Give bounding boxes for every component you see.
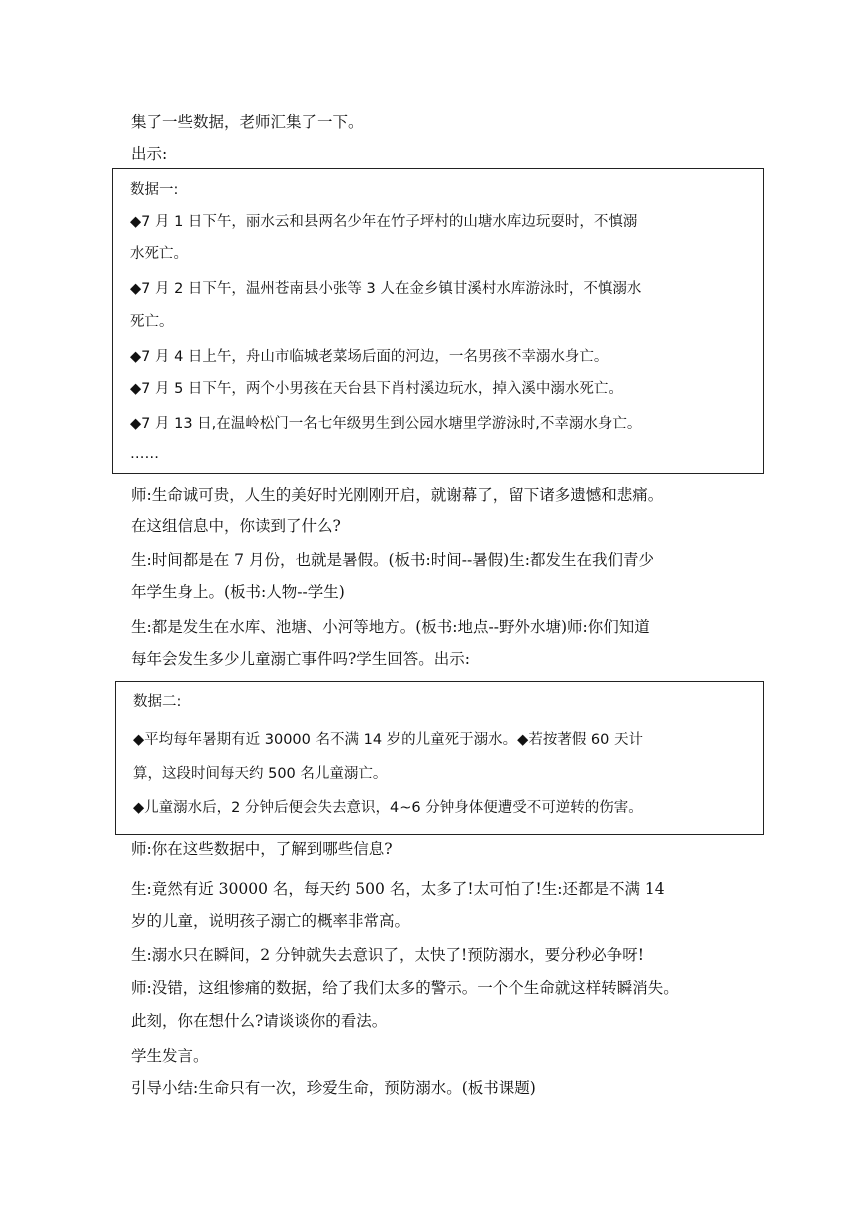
paragraph-line: 师:生命诚可贵，人生的美好时光刚刚开启，就谢幕了，留下诸多遗憾和悲痛。 (131, 486, 664, 504)
paragraph-line: 生:竟然有近 30000 名，每天约 500 名，太多了!太可怕了!生:还都是不满 14 (131, 880, 665, 898)
paragraph-line: 生:都是发生在水库、池塘、小河等地方。(板书:地点--野外水塘)师:你们知道 (131, 618, 650, 636)
intro-line: 集了一些数据，老师汇集了一下。 (131, 113, 364, 131)
paragraph-line: 年学生身上。(板书:人物--学生) (131, 583, 345, 601)
box-line: ◆儿童溺水后，2 分钟后便会失去意识，4~6 分钟身体便遭受不可逆转的伤害。 (133, 800, 643, 816)
box-line: ◆7 月 13 日,在温岭松门一名七年级男生到公园水塘里学游泳时,不幸溺水身亡。 (130, 416, 642, 432)
paragraph-line: 在这组信息中，你读到了什么? (131, 517, 341, 535)
box-line: ◆7 月 1 日下午，丽水云和县两名少年在竹子坪村的山塘水库边玩耍时，不慎溺 (130, 214, 638, 230)
box-line: ◆平均每年暑期有近 30000 名不满 14 岁的儿童死于溺水。◆若按著假 60 天计 (133, 732, 643, 748)
paragraph-line: 生:时间都是在 7 月份，也就是暑假。(板书:时间--暑假)生:都发生在我们青少 (131, 551, 654, 569)
box-line: 算，这段时间每天约 500 名儿童溺亡。 (133, 766, 388, 782)
paragraph-line: 每年会发生多少儿童溺亡事件吗?学生回答。出示: (131, 650, 471, 668)
box-title: 数据一: (130, 182, 179, 198)
data-box-one (112, 168, 764, 474)
box-title: 数据二: (133, 694, 182, 710)
box-line: ◆7 月 5 日下午，两个小男孩在天台县下肖村溪边玩水，掉入溪中溺水死亡。 (130, 381, 623, 397)
paragraph-line: 师:没错，这组惨痛的数据，给了我们太多的警示。一个个生命就这样转瞬消失。 (131, 979, 679, 997)
box-line: 死亡。 (130, 314, 174, 330)
data-box-two (115, 681, 764, 835)
intro-line: 出示: (131, 145, 168, 163)
box-line: ◆7 月 4 日上午，舟山市临城老菜场后面的河边，一名男孩不幸溺水身亡。 (130, 349, 609, 365)
box-line: …… (130, 446, 159, 462)
box-line: 水死亡。 (130, 246, 188, 262)
paragraph-line: 学生发言。 (131, 1047, 209, 1065)
paragraph-line: 岁的儿童，说明孩子溺亡的概率非常高。 (131, 912, 411, 930)
paragraph-line: 引导小结:生命只有一次，珍爱生命，预防溺水。(板书课题) (131, 1079, 536, 1097)
paragraph-line: 师:你在这些数据中，了解到哪些信息? (131, 840, 393, 858)
box-line: ◆7 月 2 日下午，温州苍南县小张等 3 人在金乡镇甘溪村水库游泳时，不慎溺水 (130, 281, 642, 297)
paragraph-line: 生:溺水只在瞬间，2 分钟就失去意识了，太快了!预防溺水，要分秒必争呀! (131, 946, 644, 964)
paragraph-line: 此刻，你在想什么?请谈谈你的看法。 (131, 1012, 388, 1030)
